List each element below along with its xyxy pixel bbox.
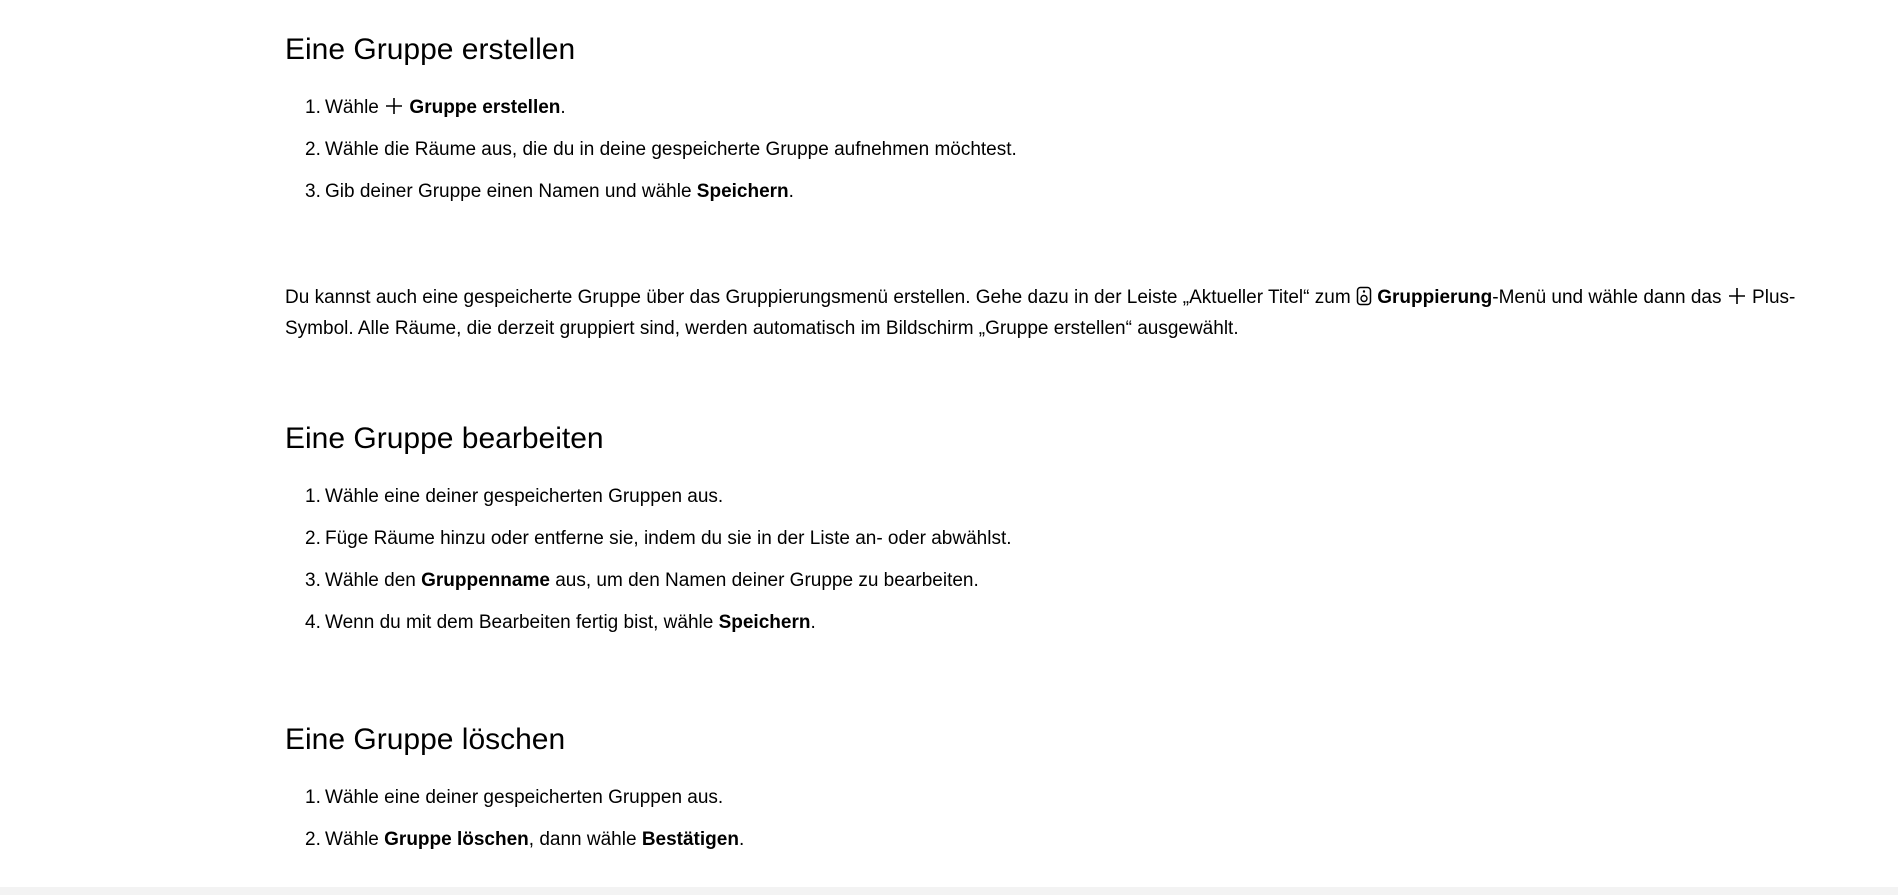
step-number: 2.: [305, 829, 321, 850]
step-bold-text: Gruppe löschen: [384, 829, 529, 850]
list-item: [285, 476, 1012, 518]
step-text: Gib deiner Gruppe einen Namen und wähle: [325, 181, 697, 202]
step-bold-text: Speichern: [696, 181, 789, 202]
step-text: .: [788, 181, 794, 202]
plus-icon: [1727, 286, 1747, 306]
step-text: aus, um den Namen deiner Gruppe zu bearbeiten.: [549, 570, 979, 591]
list-item: [285, 518, 1012, 560]
step-text: Wähle eine deiner gespeicherten Gruppen aus.: [325, 787, 724, 808]
step-text: .: [810, 612, 816, 633]
step-text: Wähle: [325, 829, 385, 850]
step-text: Wähle die Räume aus, die du in deine gespeicherte Gruppe aufnehmen möchtest.: [325, 139, 1017, 160]
step-text: Füge Räume hinzu oder entferne sie, indem du sie in der Liste an- oder abwählst.: [325, 528, 1012, 549]
step-text: Wähle: [325, 97, 385, 118]
step-text: Wenn du mit dem Bearbeiten fertig bist, wähle: [325, 612, 719, 633]
step-number: 3.: [305, 181, 321, 202]
step-number: 2.: [305, 139, 321, 160]
section-title-edit-group: Eine Gruppe bearbeiten: [285, 422, 604, 455]
list-item: [285, 560, 1012, 602]
step-bold-text: Gruppenname: [421, 570, 550, 591]
list-item: [285, 171, 1017, 213]
step-number: 1.: [305, 97, 321, 118]
list-item: [285, 87, 1017, 129]
steps-delete-group: [285, 777, 744, 861]
step-number: 3.: [305, 570, 321, 591]
step-number: 1.: [305, 787, 321, 808]
step-number: 1.: [305, 486, 321, 507]
footer-divider: [0, 887, 1898, 895]
list-item: [285, 129, 1017, 171]
list-item: [285, 819, 744, 861]
paragraph-text: Plus-Symbol. Alle Räume, die derzeit gruppiert sind, werden automatisch im Bildschirm „Gruppe erstellen“ ausgewählt.: [285, 287, 1796, 339]
step-text: .: [560, 97, 566, 118]
paragraph-text: -Menü und wähle dann das: [1492, 287, 1727, 308]
step-text: , dann wähle: [528, 829, 642, 850]
section-title-delete-group: Eine Gruppe löschen: [285, 723, 566, 756]
paragraph-bold-text: Gruppierung: [1377, 287, 1493, 308]
step-number: 2.: [305, 528, 321, 549]
steps-create-group: [285, 87, 1017, 213]
step-number: 4.: [305, 612, 321, 633]
grouping-menu-paragraph: [285, 282, 1845, 344]
list-item: [285, 777, 744, 819]
step-bold-text: Gruppe erstellen: [409, 97, 561, 118]
step-bold-text: Speichern: [718, 612, 811, 633]
section-title-create-group: Eine Gruppe erstellen: [285, 33, 576, 66]
speaker-icon: [1356, 286, 1372, 306]
step-bold-text: Bestätigen: [641, 829, 739, 850]
step-text: Wähle den: [325, 570, 422, 591]
plus-icon: [384, 96, 404, 116]
step-text: Wähle eine deiner gespeicherten Gruppen aus.: [325, 486, 724, 507]
steps-edit-group: [285, 476, 1012, 644]
paragraph-text: Du kannst auch eine gespeicherte Gruppe über das Gruppierungsmenü erstellen. Gehe dazu in der Leiste „Aktueller Titel“ zum: [285, 287, 1356, 308]
list-item: [285, 602, 1012, 644]
step-text: .: [738, 829, 745, 850]
